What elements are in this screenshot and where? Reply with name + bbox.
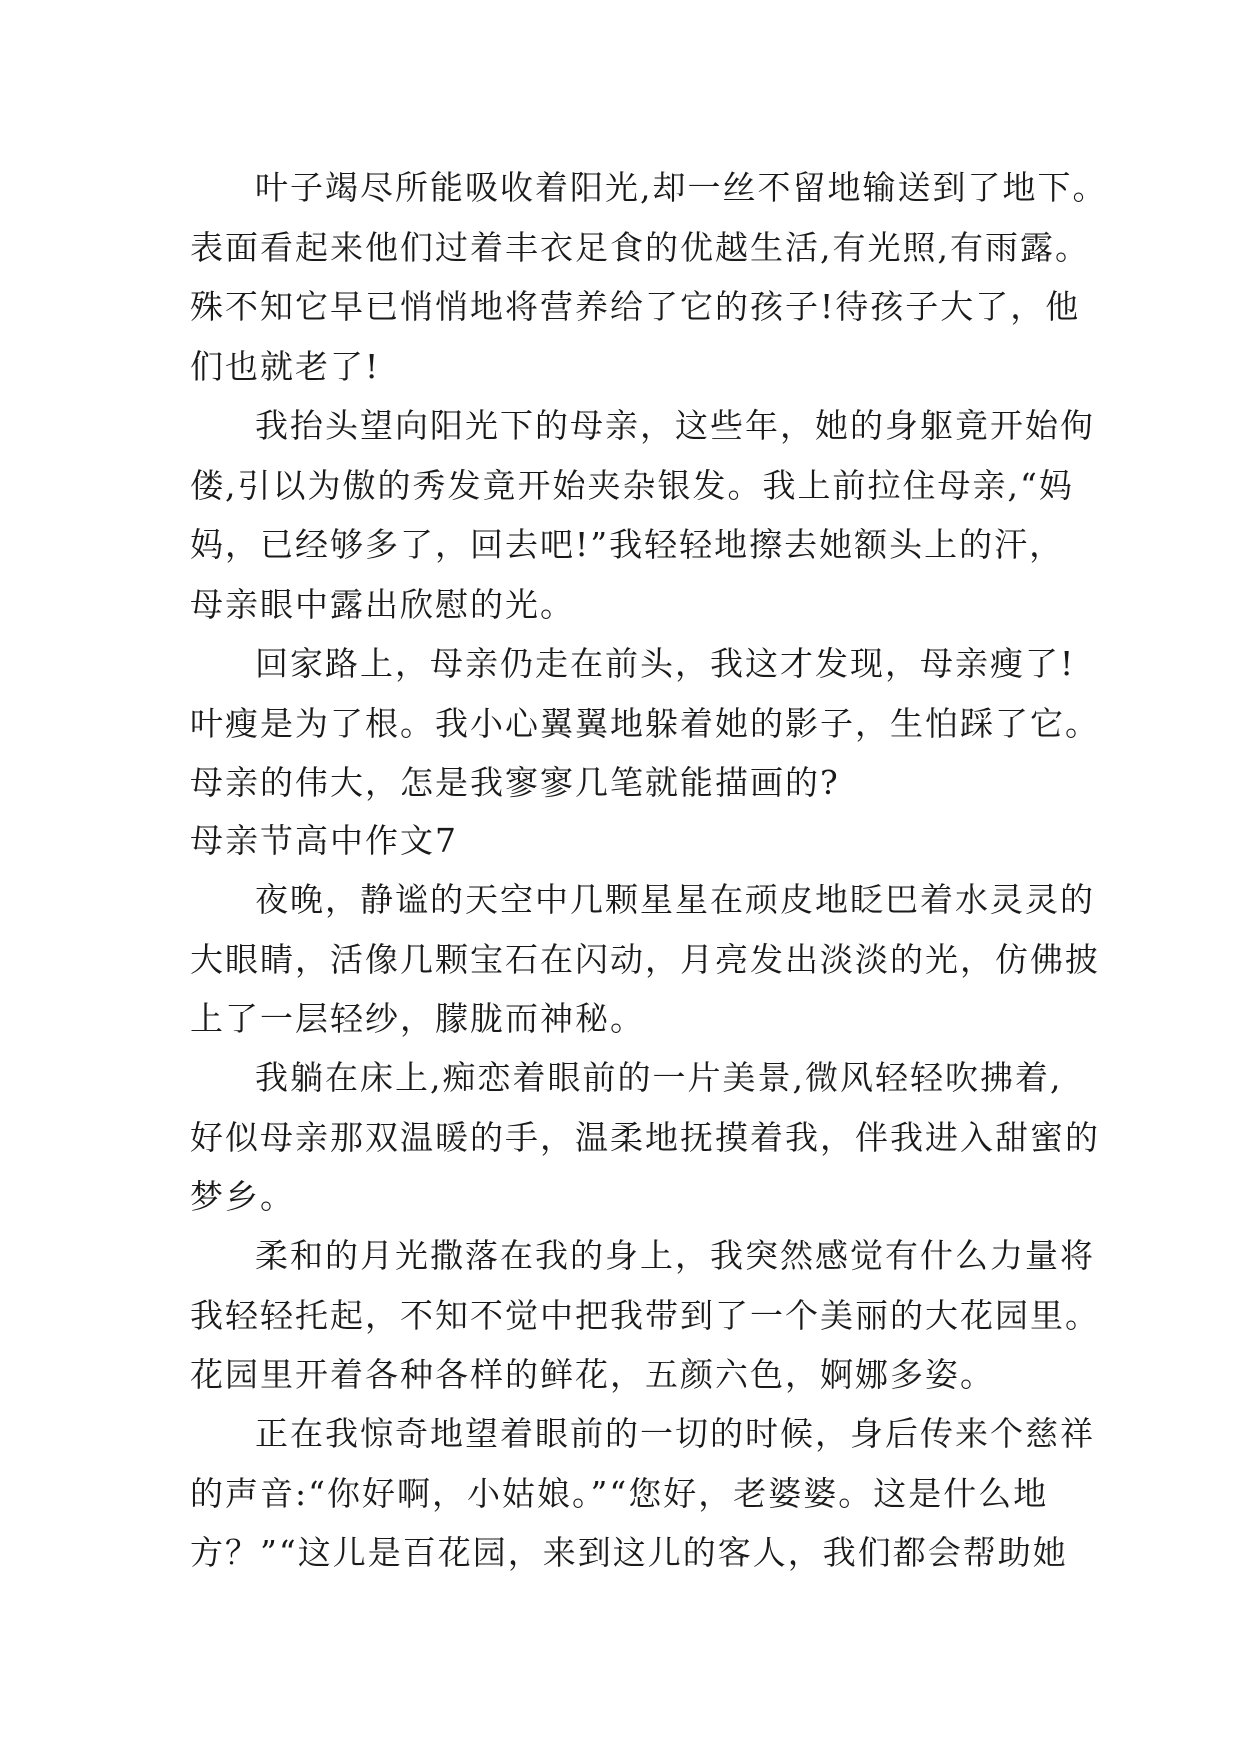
- text-line: 母亲眼中露出欣慰的光。: [190, 585, 575, 624]
- text-line: 表面看起来他们过着丰衣足食的优越生活,有光照,有雨露。: [190, 228, 1090, 267]
- text-line: 梦乡。: [190, 1177, 295, 1216]
- text-line: 我躺在床上,痴恋着眼前的一片美景,微风轻轻吹拂着,: [255, 1058, 1063, 1097]
- text-line: 叶瘦是为了根。我小心翼翼地躲着她的影子，生怕踩了它。: [190, 704, 1100, 743]
- text-line: 花园里开着各种各样的鲜花，五颜六色，婀娜多姿。: [190, 1355, 995, 1394]
- text-line: 回家路上，母亲仍走在前头，我这才发现，母亲瘦了!: [255, 644, 1076, 683]
- text-line: 好似母亲那双温暖的手，温柔地抚摸着我，伴我进入甜蜜的: [190, 1118, 1100, 1157]
- text-line: 的声音:“你好啊，小姑娘。”“您好，老婆婆。这是什么地: [190, 1474, 1049, 1513]
- text-line: 偻,引以为傲的秀发竟开始夹杂银发。我上前拉住母亲,“妈: [190, 466, 1074, 505]
- text-line: 柔和的月光撒落在我的身上，我突然感觉有什么力量将: [255, 1236, 1095, 1275]
- text-line: 们也就老了!: [190, 347, 381, 386]
- text-line: 母亲的伟大，怎是我寥寥几笔就能描画的?: [190, 763, 840, 802]
- text-line: 方？”“这儿是百花园，来到这儿的客人，我们都会帮助她: [190, 1533, 1068, 1572]
- text-line: 妈，已经够多了，回去吧!”我轻轻地擦去她额头上的汗，: [190, 525, 1065, 564]
- text-line: 大眼睛，活像几颗宝石在闪动，月亮发出淡淡的光，仿佛披: [190, 940, 1100, 979]
- section-heading: 母亲节高中作文7: [190, 821, 458, 860]
- text-line: 殊不知它早已悄悄地将营养给了它的孩子!待孩子大了，他: [190, 287, 1081, 326]
- text-line: 夜晚，静谧的天空中几颗星星在顽皮地眨巴着水灵灵的: [255, 880, 1095, 919]
- text-line: 上了一层轻纱，朦胧而神秘。: [190, 999, 645, 1038]
- text-line: 正在我惊奇地望着眼前的一切的时候，身后传来个慈祥: [255, 1414, 1095, 1453]
- text-line: 叶子竭尽所能吸收着阳光,却一丝不留地输送到了地下。: [255, 168, 1108, 207]
- text-line: 我轻轻托起，不知不觉中把我带到了一个美丽的大花园里。: [190, 1296, 1100, 1335]
- text-line: 我抬头望向阳光下的母亲，这些年，她的身躯竟开始佝: [255, 406, 1095, 445]
